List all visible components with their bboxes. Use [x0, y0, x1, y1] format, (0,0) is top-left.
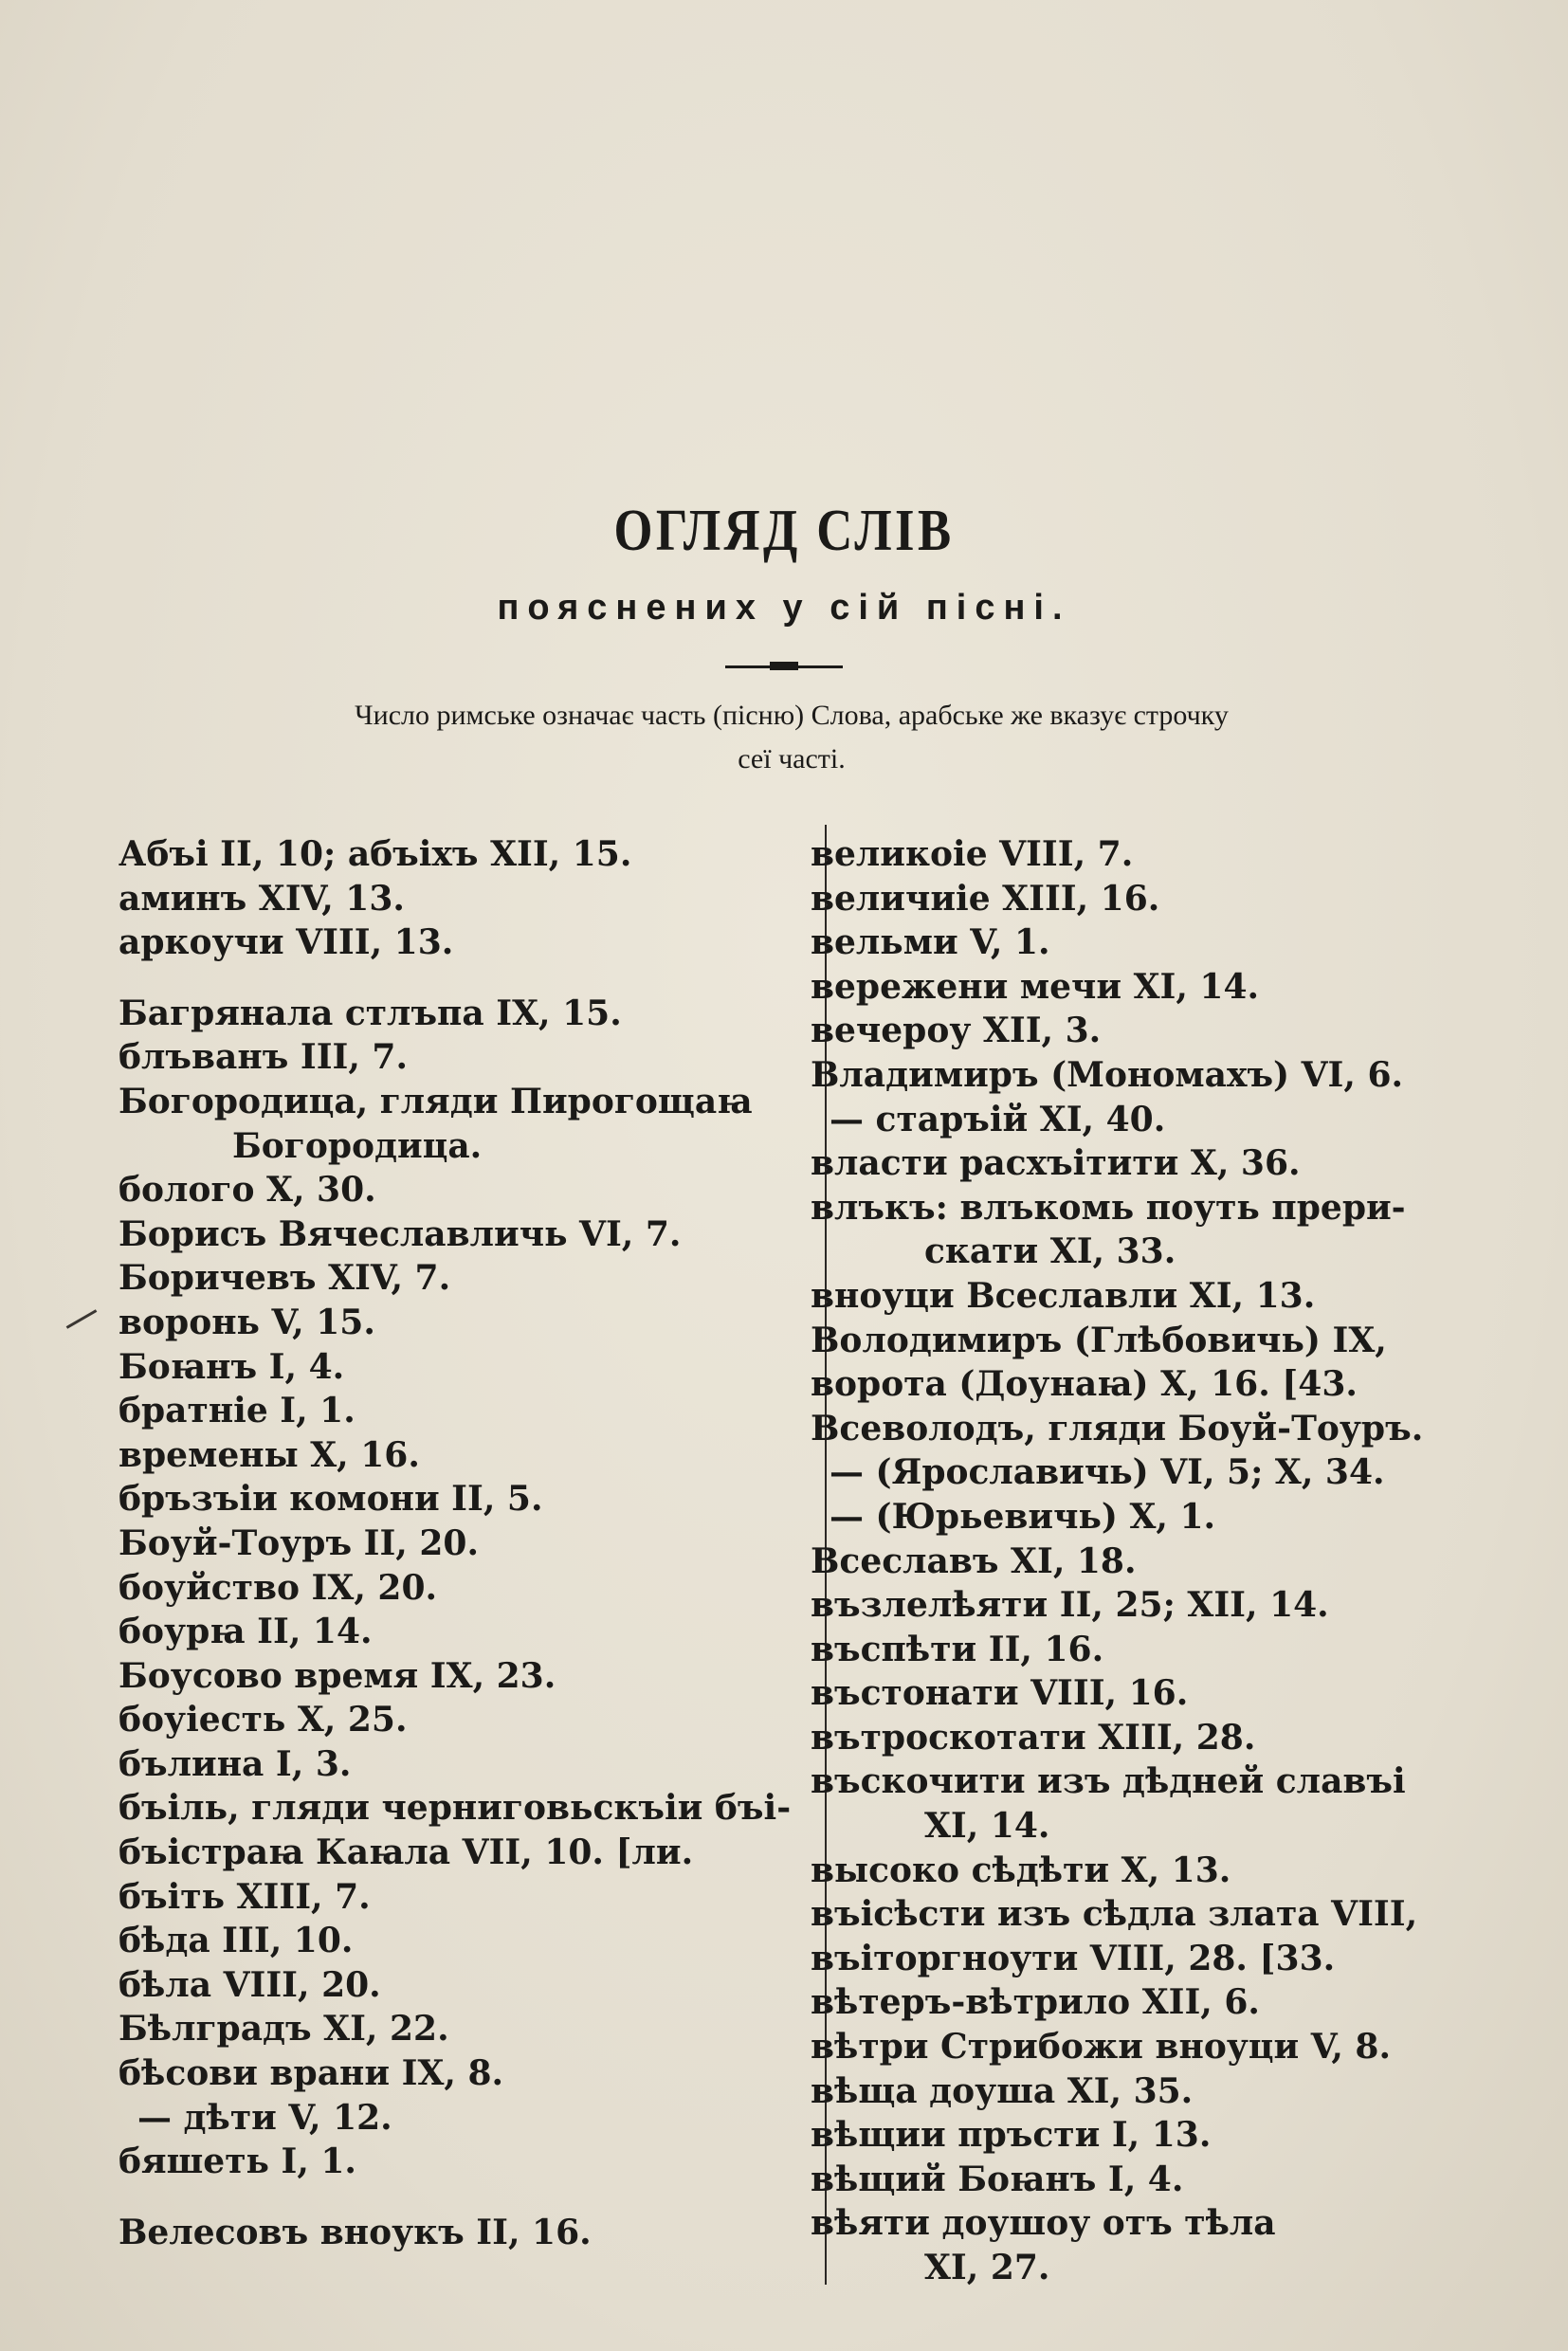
index-entry: възлелѣяти II, 25; XII, 14.: [811, 1585, 1329, 1626]
index-entry: аркоучи VIII, 13.: [119, 922, 454, 963]
index-entry: великоіе VIII, 7.: [811, 834, 1134, 874]
note-line-1: Число римське означає часть (пісню) Слова, арабське же вказує строчку: [355, 700, 1229, 731]
index-entry: вережени мечи XI, 14.: [811, 966, 1260, 1007]
index-entry: Боуй-Тоуръ II, 20.: [119, 1522, 480, 1563]
index-entry: XI, 27.: [924, 2248, 1050, 2287]
index-entry: воронь V, 15.: [119, 1302, 375, 1342]
index-entry: бѣла VIII, 20.: [119, 1964, 381, 2005]
index-entry: блъванъ III, 7.: [119, 1037, 409, 1078]
index-entry: вельми V, 1.: [811, 922, 1050, 963]
index-entry: бръзъіи комони II, 5.: [119, 1479, 543, 1520]
index-entry: боуйство IX, 20.: [119, 1567, 438, 1608]
index-entry: вѣщий Боꙗнъ I, 4.: [811, 2159, 1184, 2199]
index-entry: Боричевъ XIV, 7.: [119, 1258, 451, 1299]
index-column-right: [811, 832, 1512, 2290]
index-entry: Багрянала стлъпа IX, 15.: [119, 993, 622, 1033]
page-title: ОГЛЯД СЛІВ: [613, 499, 955, 563]
page-subtitle: пояснених у сій пісні.: [497, 588, 1071, 628]
index-entry: въскочити изъ дѣдней славъі: [811, 1761, 1406, 1802]
index-entry: вноуци Всеславли XI, 13.: [811, 1275, 1316, 1316]
index-entry: въісѣсти изъ сѣдла злата VIII,: [811, 1894, 1418, 1935]
index-entry: времены X, 16.: [119, 1434, 420, 1475]
index-entry: вечероу XII, 3.: [811, 1011, 1102, 1051]
index-entry: XI, 14.: [924, 1806, 1050, 1847]
index-entry: вѣщии пръсти I, 13.: [811, 2115, 1212, 2156]
index-entry: бъіть XIII, 7.: [119, 1876, 371, 1917]
index-entry: Всеславъ XI, 18.: [811, 1540, 1137, 1581]
explanatory-note: [156, 694, 1427, 781]
index-entry: Володимиръ (Глѣбовичь) IX,: [811, 1320, 1387, 1360]
index-entry: вѣяти доушоу отъ тѣла: [811, 2203, 1276, 2244]
index-column-left: [119, 832, 806, 2254]
index-entry: высоко сѣдѣти X, 13.: [811, 1850, 1231, 1890]
index-entry: Велесовъ вноукъ II, 16.: [119, 2212, 592, 2252]
ornamental-rule-center: [770, 662, 798, 670]
note-line-2: сеї часті.: [738, 743, 846, 775]
index-entry: Богородица, гляди Пирогощаꙗ: [119, 1081, 753, 1121]
index-entry: влъкъ: влъкомь поуть прери-: [811, 1187, 1406, 1228]
index-entry: аминъ XIV, 13.: [119, 878, 405, 919]
index-entry: Борисъ Вячеславличь VI, 7.: [119, 1213, 682, 1254]
index-entry: Богородица.: [232, 1125, 483, 1166]
index-entry: ворота (Доунаꙗ) X, 16. [43.: [811, 1364, 1358, 1405]
index-entry: Всеволодъ, гляди Боуй-Тоуръ.: [811, 1408, 1424, 1449]
index-entry: вѣтри Стрибожи вноуци V, 8.: [811, 2027, 1392, 2068]
index-entry: — старъій XI, 40.: [830, 1099, 1166, 1139]
index-entry: Владимиръ (Мономахъ) VI, 6.: [811, 1054, 1404, 1095]
index-entry: — дѣти V, 12.: [137, 2097, 392, 2138]
index-entry: болого X, 30.: [119, 1170, 376, 1211]
index-entry: братніе I, 1.: [119, 1391, 356, 1431]
index-entry: въстонати VIII, 16.: [811, 1673, 1189, 1714]
index-entry: вѣща доуша XI, 35.: [811, 2070, 1194, 2111]
index-entry: бѣсови врани IX, 8.: [119, 2053, 504, 2094]
index-entry: бъістраꙗ Каꙗла VII, 10. [ли.: [119, 1832, 694, 1873]
index-entry: бълина I, 3.: [119, 1743, 352, 1784]
index-entry: Боꙗнъ I, 4.: [119, 1346, 345, 1387]
index-entry: — (Юрьевичь) X, 1.: [830, 1496, 1216, 1537]
pencil-mark: [66, 1309, 98, 1329]
index-entry: въспѣти II, 16.: [811, 1629, 1104, 1669]
index-entry: Абъі II, 10; абъіхъ XII, 15.: [119, 834, 632, 874]
index-entry: бяшеть I, 1.: [119, 2141, 356, 2182]
index-entry: власти расхъітити X, 36.: [811, 1143, 1301, 1184]
index-entry: величиіе XIII, 16.: [811, 878, 1160, 919]
index-entry: бъіль, гляди черниговьскъіи бъі-: [119, 1788, 792, 1829]
index-entry: боуіесть X, 25.: [119, 1700, 408, 1740]
index-entry: — (Ярославичь) VI, 5; X, 34.: [830, 1452, 1385, 1493]
index-entry: боурꙗ II, 14.: [119, 1612, 373, 1652]
index-entry: Боусово время IX, 23.: [119, 1655, 556, 1696]
index-entry: бѣда III, 10.: [119, 1921, 354, 1961]
index-entry: вѣтеръ-вѣтрило XII, 6.: [811, 1982, 1260, 2023]
index-entry: Бѣлградъ XI, 22.: [119, 2009, 449, 2050]
index-entry: скати XI, 33.: [924, 1231, 1176, 1272]
index-entry: вътроскотати XIII, 28.: [811, 1717, 1256, 1758]
index-entry: въіторгноути VIII, 28. [33.: [811, 1938, 1336, 1978]
